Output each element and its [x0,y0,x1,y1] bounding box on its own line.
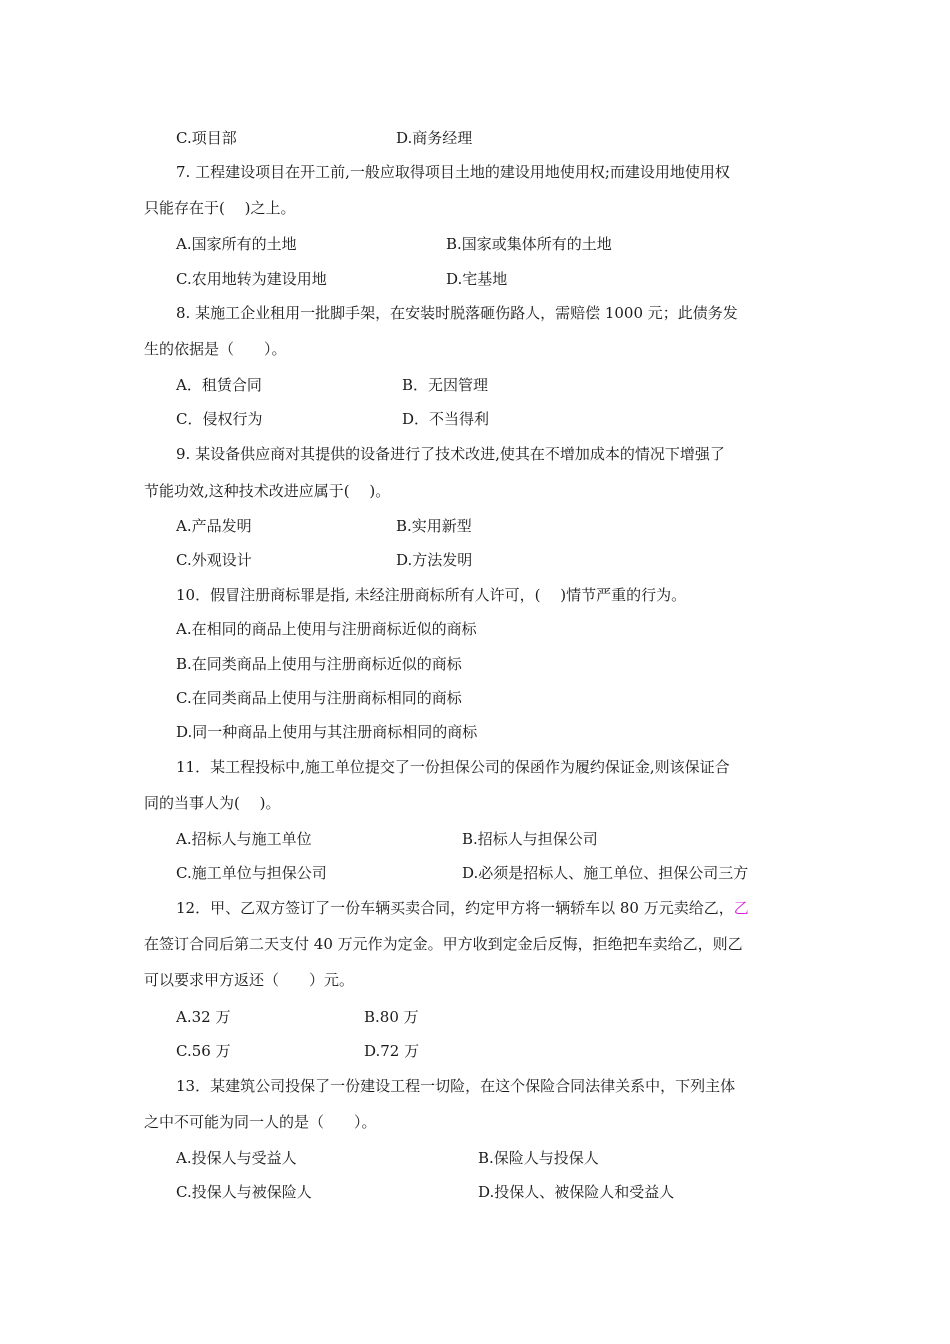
q12-stem-line1-text: 12．甲、乙双方签订了一份车辆买卖合同，约定甲方将一辆轿车以 80 万元卖给乙， [176,899,734,917]
q9-option-a: A.产品发明 [176,517,252,535]
q10-option-d: D.同一种商品上使用与其注册商标相同的商标 [176,723,478,741]
q11-stem-line2: 同的当事人为( )。 [144,794,281,812]
q10-option-c: C.在同类商品上使用与注册商标相同的商标 [176,689,462,707]
q10-option-b: B.在同类商品上使用与注册商标近似的商标 [176,655,462,673]
q12-stem-line1 [176,898,749,918]
q8-option-b: B．无因管理 [402,376,489,394]
q9-stem-line2: 节能功效,这种技术改进应属于( )。 [144,482,391,500]
q11-option-d: D.必须是招标人、施工单位、担保公司三方 [462,864,749,882]
q13-stem-line1: 13．某建筑公司投保了一份建设工程一切险，在这个保险合同法律关系中，下列主体 [176,1077,736,1095]
q13-option-b: B.保险人与投保人 [478,1149,599,1167]
q12-option-b: B.80 万 [364,1008,419,1026]
q9-option-b: B.实用新型 [396,517,472,535]
q11-option-a: A.招标人与施工单位 [176,830,312,848]
q11-option-b: B.招标人与担保公司 [462,830,598,848]
q11-option-c: C.施工单位与担保公司 [176,864,327,882]
q8-stem-line2: 生的依据是（ ）。 [144,340,287,358]
q10-stem-line1: 10．假冒注册商标罪是指, 未经注册商标所有人许可，( )情节严重的行为。 [176,586,687,604]
q9-option-d: D.方法发明 [396,551,473,569]
q7-option-a: A.国家所有的土地 [176,235,297,253]
q12-stem-line2: 在签订合同后第二天支付 40 万元作为定金。甲方收到定金后反悔，拒绝把车卖给乙，则乙 [144,935,743,953]
q11-stem-line1: 11．某工程投标中,施工单位提交了一份担保公司的保函作为履约保证金,则该保证合 [176,758,730,776]
q9-option-c: C.外观设计 [176,551,252,569]
q12-stem-line3: 可以要求甲方返还（ ）元。 [144,971,355,989]
q10-option-a: A.在相同的商品上使用与注册商标近似的商标 [176,620,477,638]
q7-stem-line1: 7. 工程建设项目在开工前,一般应取得项目土地的建设用地使用权;而建设用地使用权 [176,163,730,181]
q13-option-d: D.投保人、被保险人和受益人 [478,1183,675,1201]
q13-option-c: C.投保人与被保险人 [176,1183,312,1201]
q8-option-d: D．不当得利 [402,410,490,428]
q13-option-a: A.投保人与受益人 [176,1149,297,1167]
q7-option-b: B.国家或集体所有的土地 [446,235,612,253]
q8-option-a: A．租赁合同 [176,376,262,394]
q7-option-d: D.宅基地 [446,270,508,288]
q6-option-d: D.商务经理 [396,129,473,147]
q13-stem-line2: 之中不可能为同一人的是（ ）。 [144,1113,377,1131]
q6-option-c: C.项目部 [176,129,237,147]
q12-stem-line1-highlight: 乙 [733,899,749,917]
q12-option-a: A.32 万 [176,1008,231,1026]
q12-option-d: D.72 万 [364,1042,420,1060]
q7-stem-line2: 只能存在于( )之上。 [144,199,296,217]
q12-option-c: C.56 万 [176,1042,231,1060]
q9-stem-line1: 9. 某设备供应商对其提供的设备进行了技术改进,使其在不增加成本的情况下增强了 [176,445,725,463]
q7-option-c: C.农用地转为建设用地 [176,270,327,288]
q8-option-c: C．侵权行为 [176,410,263,428]
q8-stem-line1: 8. 某施工企业租用一批脚手架，在安装时脱落砸伤路人，需赔偿 1000 元；此债务发 [176,304,738,322]
